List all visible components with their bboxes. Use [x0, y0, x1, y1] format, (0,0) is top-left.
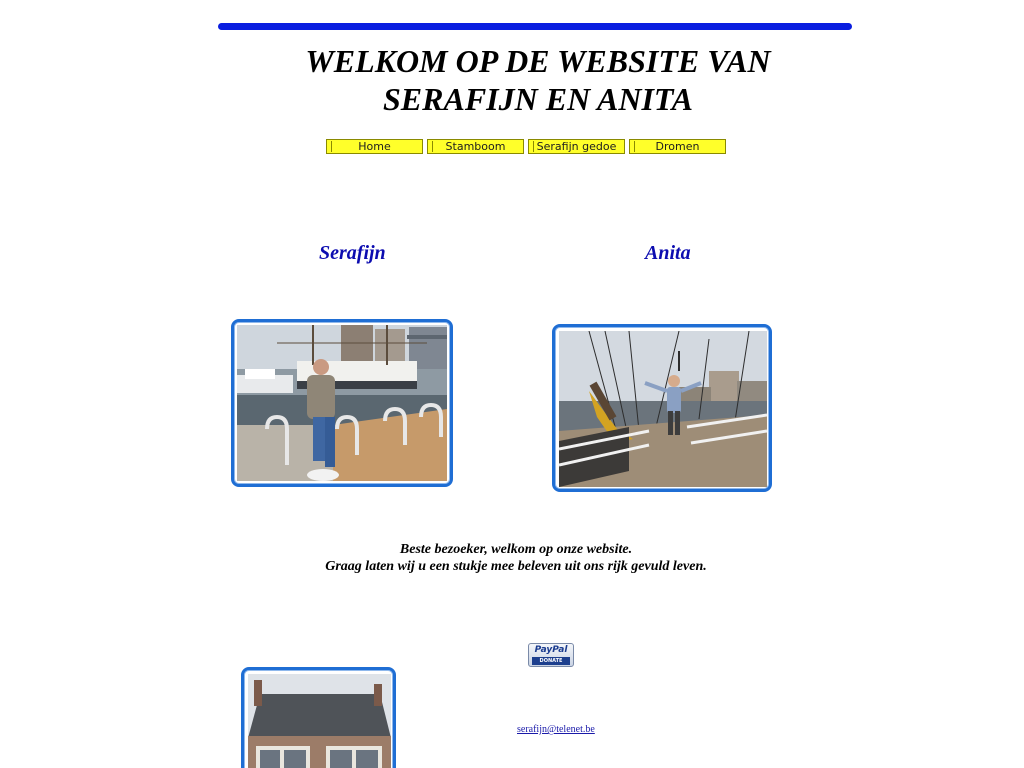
welcome-message	[218, 541, 814, 575]
page-title-line2: SERAFIJN EN ANITA	[382, 81, 694, 117]
house-photo	[248, 674, 391, 768]
serafijn-heading: Serafijn	[319, 242, 386, 264]
anita-photo-image	[559, 331, 767, 487]
contact-email-link[interactable]: serafijn@telenet.be	[517, 724, 595, 735]
nav-home-button[interactable]: Home	[326, 139, 423, 154]
serafijn-photo	[237, 325, 447, 481]
house-photo-image	[248, 674, 391, 768]
paypal-brand-label: PayPal	[534, 645, 568, 655]
serafijn-photo-frame	[231, 319, 453, 487]
welcome-line1: Beste bezoeker, welkom op onze website.	[399, 542, 633, 557]
anita-heading: Anita	[645, 242, 691, 264]
page-title	[218, 42, 858, 118]
nav-stamboom-button[interactable]: Stamboom	[427, 139, 524, 154]
serafijn-photo-image	[237, 325, 447, 481]
top-rule	[218, 23, 852, 30]
paypal-donate-label: DONATE	[532, 657, 570, 665]
welcome-line2: Graag laten wij u een stukje mee beleven uit ons rijk gevuld leven.	[325, 559, 707, 574]
page-title-line1: WELKOM OP DE WEBSITE VAN	[305, 43, 771, 79]
nav-serafijn-gedoe-button[interactable]: Serafijn gedoe	[528, 139, 625, 154]
anita-photo-frame	[552, 324, 772, 492]
house-photo-frame	[241, 667, 396, 768]
anita-photo	[559, 331, 767, 487]
paypal-donate-button[interactable]	[528, 643, 574, 667]
nav-dromen-button[interactable]: Dromen	[629, 139, 726, 154]
